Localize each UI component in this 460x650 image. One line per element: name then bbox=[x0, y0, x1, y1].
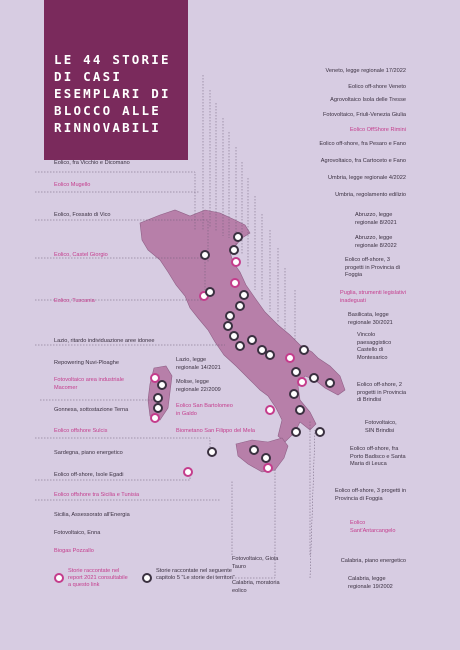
label-left: Fotovoltaico, Gioia Tauro bbox=[232, 556, 279, 570]
label-right: Basilicata, legge regionale 30/2021 bbox=[348, 312, 393, 326]
marker-dark bbox=[250, 446, 258, 454]
title-line-3: ESEMPLARI DI bbox=[54, 86, 171, 101]
label-left: Biogas Pozzallo bbox=[54, 548, 94, 554]
marker-dark bbox=[154, 404, 162, 412]
legend bbox=[48, 565, 258, 609]
legend-dark-marker-icon bbox=[142, 573, 152, 583]
legend-pink-text[interactable]: Storie raccontate nel report 2021 consultabile a questo link bbox=[68, 568, 128, 588]
label-right: Eolico off-shore, fra Pesaro e Fano bbox=[319, 141, 406, 147]
marker-pink bbox=[232, 258, 240, 266]
label-left: Lazio, ritardo individuazione aree idonee bbox=[54, 338, 155, 344]
marker-dark bbox=[292, 368, 300, 376]
label-right: Agrovoltaico Isola delle Tresse bbox=[330, 97, 406, 103]
label-right: Eolico off-shore Veneto bbox=[348, 84, 406, 90]
legend-pink-marker-icon bbox=[54, 573, 64, 583]
marker-pink bbox=[286, 354, 294, 362]
legend-dark-text: Storie raccontate nel seguente capitolo 5 “Le storie dei territori” bbox=[156, 568, 235, 581]
label-left: Eolico, Fossato di Vico bbox=[54, 212, 111, 218]
marker-dark bbox=[230, 332, 238, 340]
label-left: Fotovoltaico area industriale Macomer bbox=[54, 377, 124, 391]
title-line-1: LE 44 STORIE bbox=[54, 52, 171, 67]
label-right: Eolico off-shore, 3 progetti in Provincia di Foggia bbox=[345, 257, 401, 278]
label-right: Abruzzo, legge regionale 8/2021 bbox=[355, 212, 397, 226]
marker-dark bbox=[300, 346, 308, 354]
title-line-2: DI CASI bbox=[54, 69, 123, 84]
label-left: Eolico off-shore, Isole Egadi bbox=[54, 472, 124, 478]
label-right: Eolico off-shore, fra Porto Badisco e Santa Maria di Leuca bbox=[350, 446, 406, 467]
label-left: Fotovoltaico, Enna bbox=[54, 530, 101, 536]
marker-pink bbox=[266, 406, 274, 414]
label-right: Umbria, legge regionale 4/2022 bbox=[327, 175, 406, 181]
title-block bbox=[44, 0, 188, 160]
marker-pink bbox=[231, 279, 239, 287]
label-left: Eolico, fra Vicchio e Dicomano bbox=[54, 160, 130, 166]
italy-mainland bbox=[140, 210, 345, 442]
label-left: Gonnesa, sottostazione Terna bbox=[54, 407, 129, 413]
label-right: Abruzzo, legge regionale 8/2022 bbox=[355, 235, 397, 249]
label-right: Eolico OffShore Rimini bbox=[349, 127, 406, 133]
marker-pink bbox=[151, 414, 159, 422]
label-left: Eolico, Castel Giorgio bbox=[54, 252, 108, 258]
label-right: Veneto, legge regionale 17/2022 bbox=[325, 68, 406, 74]
marker-dark bbox=[201, 251, 209, 259]
label-left: Eolico offshore tra Sicilia e Tunisia bbox=[54, 492, 140, 498]
label-left: Calabria, moratoria eolico bbox=[232, 580, 280, 594]
marker-dark bbox=[226, 312, 234, 320]
label-right: Calabria, legge regionale 19/2002 bbox=[348, 576, 393, 590]
label-left: Eolico, Tuscania bbox=[54, 298, 95, 304]
marker-dark bbox=[290, 390, 298, 398]
marker-dark bbox=[236, 302, 244, 310]
label-right: Eolico off-shore, 3 progetti in Provincia di Foggia bbox=[335, 488, 407, 502]
marker-dark bbox=[266, 351, 274, 359]
title-line-4: BLOCCO ALLE bbox=[54, 103, 161, 118]
marker-dark bbox=[236, 342, 244, 350]
label-right: Vincolo paesaggistico Castello di Montesarico bbox=[357, 332, 392, 361]
label-right: Fotovoltaico, SIN Brindisi bbox=[365, 420, 397, 434]
marker-dark bbox=[292, 428, 300, 436]
marker-dark bbox=[258, 346, 266, 354]
marker-dark bbox=[154, 394, 162, 402]
marker-dark bbox=[230, 246, 238, 254]
marker-pink bbox=[151, 374, 159, 382]
label-right: Eolico off-shore, 2 progetti in Provincia di Brindisi bbox=[357, 382, 407, 403]
label-right: Umbria, regolamento edilizio bbox=[335, 192, 406, 198]
label-left: Sardegna, piano energetico bbox=[54, 450, 123, 456]
label-left: Biometano San Filippo del Mela bbox=[176, 428, 255, 434]
marker-dark bbox=[208, 448, 216, 456]
marker-dark bbox=[296, 406, 304, 414]
marker-dark bbox=[248, 336, 256, 344]
marker-dark bbox=[206, 288, 214, 296]
marker-pink bbox=[184, 468, 192, 476]
label-left: Repowering Nuvi-Ploaghe bbox=[54, 360, 119, 366]
label-right: Eolico Sant'Antarcangelo bbox=[350, 520, 396, 534]
label-left: Eolico Mugello bbox=[54, 182, 91, 188]
marker-dark bbox=[158, 381, 166, 389]
label-left: Eolico San Bartolomeo in Galdo bbox=[176, 403, 233, 417]
marker-dark bbox=[316, 428, 324, 436]
label-left: Molise, legge regionale 22/2009 bbox=[176, 379, 221, 393]
label-left: Eolico offshore Sulcis bbox=[54, 428, 108, 434]
label-left: Lazio, legge regionale 14/2021 bbox=[176, 357, 221, 371]
marker-pink bbox=[298, 378, 306, 386]
marker-dark bbox=[234, 233, 242, 241]
marker-dark bbox=[326, 379, 334, 387]
label-left: Sicilia, Assessorato all'Energia bbox=[54, 512, 130, 518]
label-right: Agrovoltaico, fra Cartoceto e Fano bbox=[320, 158, 406, 164]
label-right: Fotovoltaico, Friuli-Venezia Giulia bbox=[322, 112, 406, 118]
label-right: Puglia, strumenti legislativi inadeguati bbox=[340, 290, 406, 304]
label-right: Calabria, piano energetico bbox=[340, 558, 406, 564]
marker-dark bbox=[240, 291, 248, 299]
marker-dark bbox=[224, 322, 232, 330]
title-line-5: RINNOVABILI bbox=[54, 120, 161, 135]
marker-pink bbox=[264, 464, 272, 472]
marker-dark bbox=[310, 374, 318, 382]
marker-dark bbox=[262, 454, 270, 462]
